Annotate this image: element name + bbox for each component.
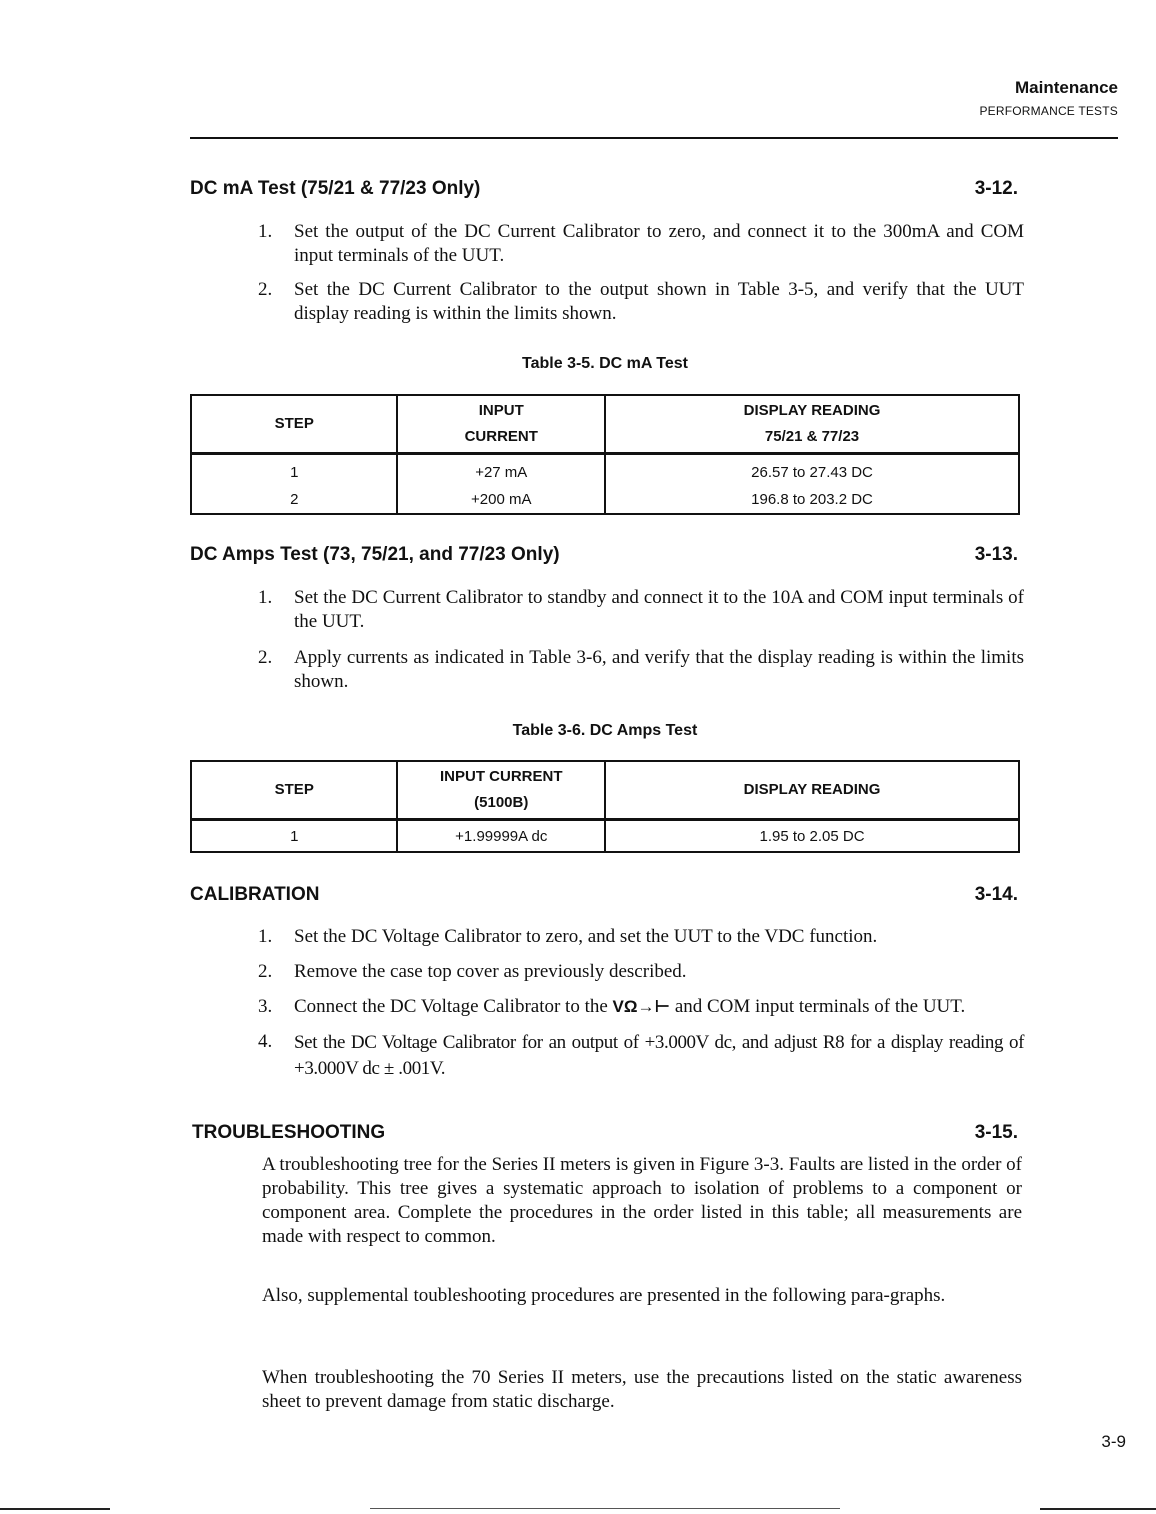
list-item: 2. Remove the case top cover as previously described. — [258, 961, 687, 982]
volt-ohm-diode-terminal-symbol: VΩ→⊢ — [612, 997, 671, 1016]
list-item: 2. Set the DC Current Calibrator to the output shown in Table 3-5, and verify that the UUT display reading is within the limits shown. — [258, 279, 1024, 324]
header-rule — [190, 137, 1118, 139]
section-title-dc-amps-test: DC Amps Test (73, 75/21, and 77/23 Only) — [190, 544, 560, 565]
column-header-display-reading: DISPLAY READING 75/21 & 77/23 — [605, 395, 1019, 454]
table-header-row — [191, 761, 1019, 820]
column-header-step: STEP — [191, 395, 397, 454]
list-item: 1. Set the output of the DC Current Calibrator to zero, and connect it to the 300mA and COM input terminals of the UUT. — [258, 221, 1024, 266]
table-3-6 — [190, 760, 1020, 853]
section-number-3-15: 3-15. — [974, 1122, 1018, 1143]
section-title-dc-ma-test: DC mA Test (75/21 & 77/23 Only) — [190, 178, 481, 199]
calibration-steps — [258, 925, 1024, 1082]
table-3-5-caption: Table 3-5. DC mA Test — [522, 355, 688, 372]
list-item: 3. Connect the DC Voltage Calibrator to the VΩ→⊢ and COM input terminals of the UUT. — [258, 996, 966, 1017]
list-item: 1. Set the DC Voltage Calibrator to zero, and set the UUT to the VDC function. — [258, 926, 878, 947]
list-item: 1. Set the DC Current Calibrator to standby and connect it to the 10A and COM input terminals of the UUT. — [258, 587, 1024, 632]
running-header-title: Maintenance — [1015, 78, 1118, 97]
column-header-input-current: INPUT CURRENT — [397, 395, 605, 454]
section-number-3-13: 3-13. — [974, 544, 1018, 565]
table-row: 2 +200 mA 196.8 to 203.2 DC — [191, 486, 1019, 514]
list-item: 2. Apply currents as indicated in Table 3-6, and verify that the display reading is within the limits shown. — [258, 647, 1024, 692]
column-header-input-current: INPUT CURRENT (5100B) — [397, 761, 605, 820]
table-row: 1 +1.99999A dc 1.95 to 2.05 DC — [191, 820, 1019, 853]
table-3-5 — [190, 394, 1020, 515]
scan-artifact-line — [0, 1508, 110, 1510]
section-title-troubleshooting: TROUBLESHOOTING — [192, 1122, 386, 1143]
dc-amps-steps — [258, 586, 1024, 694]
scan-artifact-line — [370, 1508, 840, 1509]
troubleshooting-paragraph-3: When troubleshooting the 70 Series II meters, use the precautions listed on the static awareness sheet to prevent damage from static discharge. — [262, 1367, 1022, 1412]
troubleshooting-paragraph-1: A troubleshooting tree for the Series II meters is given in Figure 3-3. Faults are listed in the order of probability. This tree gives a systematic approach to isolation of problems to a component or component area. Complete the procedures in the order listed in this table; all measurements are made with respect to common. — [262, 1154, 1022, 1247]
section-title-calibration: CALIBRATION — [190, 884, 320, 905]
column-header-step: STEP — [191, 761, 397, 820]
dc-ma-steps — [258, 220, 1024, 326]
column-header-display-reading: DISPLAY READING — [605, 761, 1019, 820]
section-number-3-12: 3-12. — [974, 178, 1018, 199]
table-row: 1 +27 mA 26.57 to 27.43 DC — [191, 454, 1019, 487]
page-number: 3-9 — [1101, 1432, 1126, 1451]
table-3-6-caption: Table 3-6. DC Amps Test — [512, 722, 698, 739]
running-header-subtitle: PERFORMANCE TESTS — [979, 104, 1118, 118]
section-number-3-14: 3-14. — [974, 884, 1018, 905]
troubleshooting-paragraph-2: Also, supplemental toubleshooting procedures are presented in the following para-graphs. — [262, 1285, 946, 1306]
table-header-row — [191, 395, 1019, 454]
list-item: 4. Set the DC Voltage Calibrator for an output of +3.000V dc, and adjust R8 for a display reading of +3.000V dc ± .001V. — [258, 1031, 1024, 1079]
scan-artifact-line — [1040, 1508, 1156, 1510]
